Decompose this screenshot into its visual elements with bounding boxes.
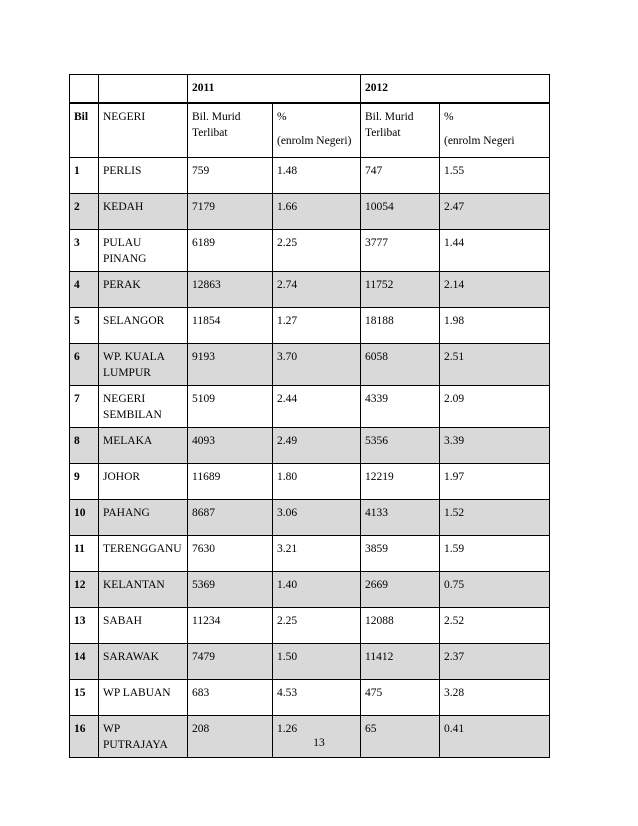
pct-2012-cell: 1.98	[440, 308, 550, 344]
murid-2011-cell: 5369	[188, 572, 273, 608]
table-row	[70, 536, 550, 572]
pct-2011-cell: 1.26	[273, 716, 361, 758]
header-line: %	[444, 111, 454, 123]
pct-2012-cell: 1.97	[440, 464, 550, 500]
column-header-row	[70, 103, 550, 158]
table-row	[70, 194, 550, 230]
negeri-line: WP. KUALA	[103, 351, 165, 363]
bil-cell: 3	[70, 230, 99, 272]
murid-2012-cell: 4339	[361, 386, 440, 428]
murid-2012-cell: 12219	[361, 464, 440, 500]
header-line: (enrolm Negeri	[444, 135, 515, 147]
table-row	[70, 158, 550, 194]
pct-2012-cell: 1.55	[440, 158, 550, 194]
year-2012-header: 2012	[361, 75, 550, 104]
table-row	[70, 500, 550, 536]
year-header-row	[70, 75, 550, 104]
murid-2012-cell: 11412	[361, 644, 440, 680]
pct-2012-cell: 3.28	[440, 680, 550, 716]
pct-2011-cell: 2.49	[273, 428, 361, 464]
murid-2011-cell: 7179	[188, 194, 273, 230]
header-line: Bil. Murid	[365, 111, 414, 123]
bil-cell: 10	[70, 500, 99, 536]
negeri-line: SEMBILAN	[103, 409, 162, 421]
bil-cell: 8	[70, 428, 99, 464]
negeri-cell: KELANTAN	[99, 572, 188, 608]
negeri-cell	[99, 344, 188, 386]
murid-2012-cell: 6058	[361, 344, 440, 386]
negeri-line: NEGERI	[103, 393, 146, 405]
murid-2011-cell: 11854	[188, 308, 273, 344]
negeri-cell: SABAH	[99, 608, 188, 644]
murid-2012-cell: 65	[361, 716, 440, 758]
bil-cell: 7	[70, 386, 99, 428]
murid-2011-cell: 683	[188, 680, 273, 716]
pct-2012-cell: 2.51	[440, 344, 550, 386]
bil-cell: 6	[70, 344, 99, 386]
pct-2012-header	[440, 103, 550, 158]
murid-2012-cell: 475	[361, 680, 440, 716]
murid-2012-cell: 3859	[361, 536, 440, 572]
negeri-cell: PERAK	[99, 272, 188, 308]
pct-2011-cell: 2.74	[273, 272, 361, 308]
murid-2012-cell: 4133	[361, 500, 440, 536]
negeri-cell: KEDAH	[99, 194, 188, 230]
bil-cell: 4	[70, 272, 99, 308]
pct-2011-cell: 1.66	[273, 194, 361, 230]
murid-2012-cell: 5356	[361, 428, 440, 464]
empty-cell	[70, 75, 99, 104]
header-line: Bil. Murid	[192, 111, 241, 123]
pct-2012-cell: 0.75	[440, 572, 550, 608]
table-row	[70, 680, 550, 716]
murid-2011-cell: 8687	[188, 500, 273, 536]
negeri-cell	[99, 386, 188, 428]
table-row	[70, 572, 550, 608]
pct-2011-cell: 3.70	[273, 344, 361, 386]
negeri-header: NEGERI	[99, 103, 188, 158]
pct-2011-header	[273, 103, 361, 158]
bil-cell: 16	[70, 716, 99, 758]
pct-2011-cell: 1.48	[273, 158, 361, 194]
murid-2012-cell: 11752	[361, 272, 440, 308]
negeri-line: PINANG	[103, 253, 147, 265]
table-row	[70, 344, 550, 386]
murid-2012-cell: 2669	[361, 572, 440, 608]
year-2011-header: 2011	[188, 75, 361, 104]
negeri-cell: SELANGOR	[99, 308, 188, 344]
murid-2012-cell: 12088	[361, 608, 440, 644]
pct-2012-cell: 1.52	[440, 500, 550, 536]
table-row	[70, 644, 550, 680]
negeri-cell: MELAKA	[99, 428, 188, 464]
negeri-cell: PERLIS	[99, 158, 188, 194]
bil-header: Bil	[70, 103, 99, 158]
header-line: Terlibat	[365, 127, 401, 139]
enrolment-table	[69, 74, 550, 758]
negeri-cell: WP LABUAN	[99, 680, 188, 716]
murid-2011-cell: 4093	[188, 428, 273, 464]
negeri-cell: SARAWAK	[99, 644, 188, 680]
bil-cell: 14	[70, 644, 99, 680]
murid-2011-cell: 7630	[188, 536, 273, 572]
header-line: Terlibat	[192, 127, 228, 139]
bil-cell: 15	[70, 680, 99, 716]
murid-2012-header	[361, 103, 440, 158]
pct-2012-cell: 0.41	[440, 716, 550, 758]
bil-cell: 5	[70, 308, 99, 344]
murid-2011-cell: 11234	[188, 608, 273, 644]
pct-2012-cell: 1.59	[440, 536, 550, 572]
negeri-cell: TERENGGANU	[99, 536, 188, 572]
empty-cell	[99, 75, 188, 104]
page-number: 13	[313, 737, 325, 749]
murid-2012-cell: 10054	[361, 194, 440, 230]
murid-2011-cell: 5109	[188, 386, 273, 428]
pct-2012-cell: 1.44	[440, 230, 550, 272]
negeri-line: WP	[103, 723, 121, 735]
pct-2012-cell: 2.52	[440, 608, 550, 644]
murid-2012-cell: 747	[361, 158, 440, 194]
header-line: %	[277, 111, 287, 123]
table-row	[70, 464, 550, 500]
table-row	[70, 272, 550, 308]
pct-2011-cell: 3.06	[273, 500, 361, 536]
murid-2011-cell: 208	[188, 716, 273, 758]
bil-cell: 13	[70, 608, 99, 644]
negeri-line: PUTRAJAYA	[103, 739, 168, 751]
murid-2011-header	[188, 103, 273, 158]
bil-cell: 11	[70, 536, 99, 572]
pct-2011-cell: 4.53	[273, 680, 361, 716]
murid-2012-cell: 18188	[361, 308, 440, 344]
table-row	[70, 608, 550, 644]
pct-2011-cell: 2.44	[273, 386, 361, 428]
murid-2011-cell: 7479	[188, 644, 273, 680]
table-row	[70, 230, 550, 272]
negeri-cell: PAHANG	[99, 500, 188, 536]
murid-2011-cell: 6189	[188, 230, 273, 272]
negeri-line: PULAU	[103, 237, 142, 249]
pct-2011-cell: 1.27	[273, 308, 361, 344]
pct-2012-cell: 2.47	[440, 194, 550, 230]
pct-2011-cell: 1.40	[273, 572, 361, 608]
pct-2012-cell: 2.09	[440, 386, 550, 428]
pct-2011-cell: 1.80	[273, 464, 361, 500]
murid-2011-cell: 759	[188, 158, 273, 194]
table-row	[70, 308, 550, 344]
pct-2011-cell: 3.21	[273, 536, 361, 572]
pct-2012-cell: 2.37	[440, 644, 550, 680]
bil-cell: 2	[70, 194, 99, 230]
murid-2011-cell: 9193	[188, 344, 273, 386]
table-row	[70, 428, 550, 464]
table-row	[70, 386, 550, 428]
bil-cell: 1	[70, 158, 99, 194]
murid-2012-cell: 3777	[361, 230, 440, 272]
pct-2011-cell: 2.25	[273, 608, 361, 644]
negeri-cell: JOHOR	[99, 464, 188, 500]
bil-cell: 9	[70, 464, 99, 500]
negeri-line: LUMPUR	[103, 367, 151, 379]
pct-2012-cell: 2.14	[440, 272, 550, 308]
pct-2012-cell: 3.39	[440, 428, 550, 464]
bil-cell: 12	[70, 572, 99, 608]
murid-2011-cell: 12863	[188, 272, 273, 308]
header-line: (enrolm Negeri)	[277, 135, 352, 147]
pct-2011-cell: 2.25	[273, 230, 361, 272]
pct-2011-cell: 1.50	[273, 644, 361, 680]
murid-2011-cell: 11689	[188, 464, 273, 500]
negeri-cell	[99, 230, 188, 272]
